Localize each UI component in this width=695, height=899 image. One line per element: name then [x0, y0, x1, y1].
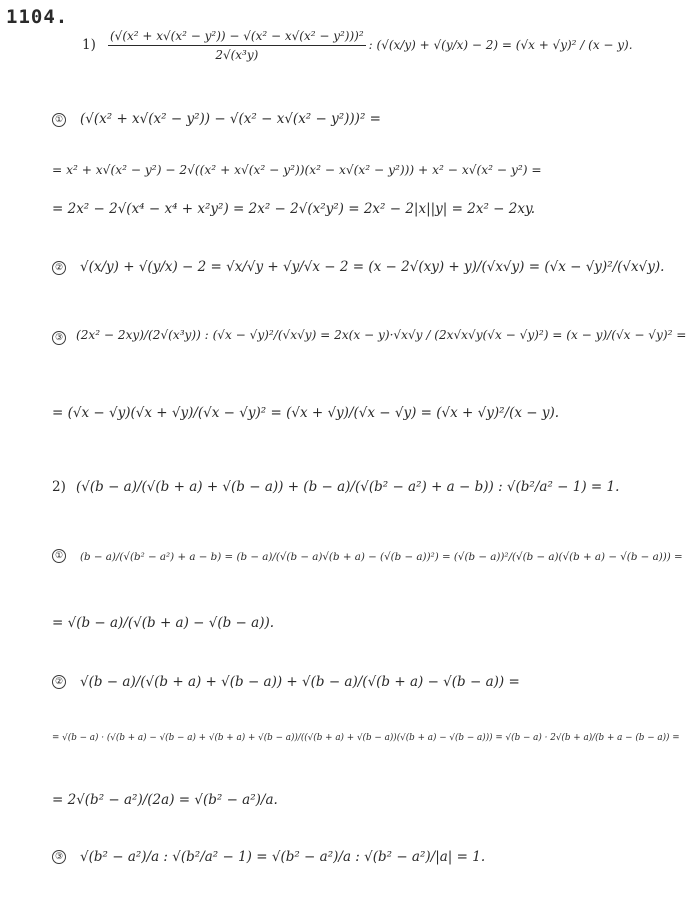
- part1-main-equation: [0, 10, 695, 80]
- part2-step3: √(b² − a²)/a : √(b²/a² − 1) = √(b² − a²)/a : √(b² − a²)/|a| = 1.: [80, 849, 486, 865]
- part2-step1-marker: ①: [52, 549, 66, 563]
- part2-step2-line2: = √(b − a) · (√(b + a) − √(b − a) + √(b + a) + √(b − a))/((√(b + a) + √(b − a))(√(b + a) − √(b − a))) = √(b − a) · 2√(b + a)/(b + a − (b − a)) =: [52, 733, 680, 743]
- part1-main-numerator: (√(x² + x√(x² − y²)) − √(x² − x√(x² − y²)))²: [108, 29, 366, 46]
- part1-label: 1): [82, 37, 96, 53]
- part1-step3-line2: = (√x − √y)(√x + √y)/(√x − √y)² = (√x + √y)/(√x − √y) = (√x + √y)²/(x − y).: [52, 405, 560, 421]
- part1-step1-line2: = x² + x√(x² − y²) − 2√((x² + x√(x² − y²))(x² − x√(x² − y²))) + x² − x√(x² − y²) =: [52, 163, 542, 177]
- part2-step1-line1: (b − a)/(√(b² − a²) + a − b) = (b − a)/(√(b − a)√(b + a) − (√(b − a))²) = (√(b − a))²/(√(b − a)(√(b + a) − √(b − a))) =: [80, 551, 683, 563]
- part1-main-rest: : (√(x/y) + √(y/x) − 2) = (√x + √y)² / (x − y).: [368, 38, 633, 52]
- part2-step2-line3: = 2√(b² − a²)/(2a) = √(b² − a²)/a.: [52, 792, 278, 808]
- part2-label: 2): [52, 479, 66, 495]
- part2-step2-line1: √(b − a)/(√(b + a) + √(b − a)) + √(b − a)/(√(b + a) − √(b − a)) =: [80, 674, 520, 690]
- part2-main-equation: 2) (√(b − a)/(√(b + a) + √(b − a)) + (b − a)/(√(b² − a²) + a − b)) : √(b²/a² − 1) = 1.: [52, 479, 620, 495]
- part1-step2-marker: ②: [52, 261, 66, 275]
- part1-step1-marker: ①: [52, 113, 66, 127]
- part1-main-denominator: 2√(x³y): [215, 47, 259, 62]
- part2-step1-line2: = √(b − a)/(√(b + a) − √(b − a)).: [52, 615, 275, 631]
- part1-step3-marker: ③: [52, 331, 66, 345]
- part1-step1-line3: = 2x² − 2√(x⁴ − x⁴ + x²y²) = 2x² − 2√(x²y²) = 2x² − 2|x||y| = 2x² − 2xy.: [52, 201, 536, 217]
- part2-step3-marker: ③: [52, 850, 66, 864]
- part1-step2: √(x/y) + √(y/x) − 2 = √x/√y + √y/√x − 2 = (x − 2√(xy) + y)/(√x√y) = (√x − √y)²/(√x√y).: [80, 259, 665, 275]
- problem-number: 1104.: [6, 6, 69, 28]
- part1-step3-line1: (2x² − 2xy)/(2√(x³y)) : (√x − √y)²/(√x√y) = 2x(x − y)·√x√y / (2x√x√y(√x − √y)²) = (x − y)/(√x − √y)² =: [76, 328, 687, 342]
- part2-step2-marker: ②: [52, 675, 66, 689]
- part1-main-fraction: [108, 29, 366, 62]
- part1-step1-head: (√(x² + x√(x² − y²)) − √(x² − x√(x² − y²)))² =: [80, 111, 381, 127]
